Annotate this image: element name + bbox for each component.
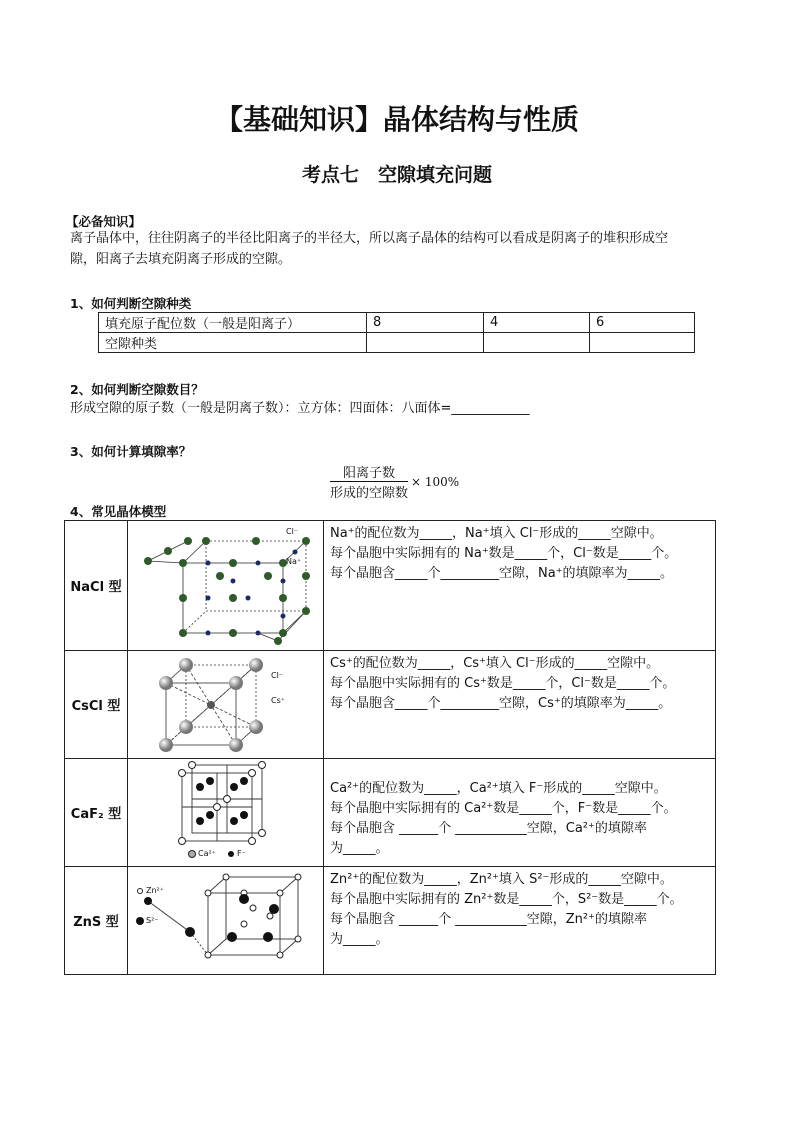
calcium-label: Ca²⁺ — [198, 849, 216, 858]
caf2-structure-figure — [128, 759, 324, 867]
nacl-questions — [324, 521, 716, 651]
table-row — [65, 651, 716, 759]
nacl-structure-figure — [128, 521, 324, 651]
chloride-label: Cl⁻ — [271, 671, 284, 680]
model-label: ZnS 型 — [65, 867, 128, 975]
table-row — [65, 759, 716, 867]
knowledge-line: 隙，阳离子去填充阴离子形成的空隙。 — [70, 252, 292, 267]
cesium-label: Cs⁺ — [271, 696, 285, 705]
table-row — [99, 333, 695, 353]
section3-heading: 3、如何计算填隙率？ — [70, 444, 192, 459]
model-label: CaF₂ 型 — [65, 759, 128, 867]
model-label: CsCl 型 — [65, 651, 128, 759]
question-line[interactable]: 每个晶胞含 ______个 ___________空隙，Zn²⁺的填隙率 — [330, 912, 647, 927]
table-row — [99, 313, 695, 333]
sulfide-label: S²⁻ — [146, 916, 159, 925]
knowledge-line: 离子晶体中，往往阴离子的半径比阳离子的半径大，所以离子晶体的结构可以看成是阴离子的堆积形成空 — [70, 231, 669, 246]
section2-heading: 2、如何判断空隙数目？ — [70, 382, 204, 397]
page-subtitle: 考点七 空隙填充问题 — [301, 164, 492, 186]
cscl-questions — [324, 651, 716, 759]
formula-multiplier: × 100% — [411, 474, 460, 489]
question-line[interactable]: 每个晶胞含_____个_________空隙，Cs⁺的填隙率为_____。 — [330, 696, 672, 711]
question-line[interactable]: Zn²⁺的配位数为_____，Zn²⁺填入 S²⁻形成的_____空隙中。 — [330, 872, 673, 887]
table-cell[interactable] — [367, 333, 484, 353]
table-cell: 6 — [590, 313, 695, 333]
chloride-label: Cl⁻ — [286, 527, 299, 536]
cscl-structure-figure — [128, 651, 324, 759]
question-line[interactable]: 每个晶胞含_____个_________空隙，Na⁺的填隙率为_____。 — [330, 566, 674, 581]
section1-heading: 1、如何判断空隙种类 — [70, 296, 192, 311]
knowledge-heading: 【必备知识】 — [66, 214, 142, 229]
question-line[interactable]: 为_____。 — [330, 841, 389, 856]
formula-denominator: 形成的空隙数 — [330, 486, 409, 501]
question-line[interactable]: Na⁺的配位数为_____，Na⁺填入 Cl⁻形成的_____空隙中。 — [330, 526, 663, 541]
caf2-questions — [324, 759, 716, 867]
cavity-type-table — [98, 312, 695, 353]
table-cell: 填充原子配位数（一般是阳离子） — [99, 313, 367, 333]
cscl-cell-diagram — [128, 651, 323, 754]
nacl-cell-diagram — [128, 521, 323, 646]
page-title: 【基础知识】晶体结构与性质 — [214, 103, 579, 136]
formula-numerator: 阳离子数 — [330, 462, 408, 482]
question-line[interactable]: Ca²⁺的配位数为_____，Ca²⁺填入 F⁻形成的_____空隙中。 — [330, 781, 667, 796]
section2-text — [70, 398, 529, 419]
zinc-label: Zn²⁺ — [146, 886, 164, 895]
table-cell: 8 — [367, 313, 484, 333]
fluoride-label: F⁻ — [237, 849, 246, 858]
table-cell[interactable] — [484, 333, 590, 353]
section4-heading: 4、常见晶体模型 — [70, 504, 167, 519]
fill-rate-formula — [330, 462, 459, 501]
sodium-label: Na⁺ — [286, 557, 302, 566]
question-line[interactable]: 每个晶胞中实际拥有的 Zn²⁺数是_____个，S²⁻数是_____个。 — [330, 892, 683, 907]
answer-blank[interactable]: ____________ — [451, 401, 530, 416]
question-line[interactable]: 每个晶胞中实际拥有的 Na⁺数是_____个，Cl⁻数是_____个。 — [330, 546, 678, 561]
question-line[interactable]: 每个晶胞中实际拥有的 Ca²⁺数是_____个，F⁻数是_____个。 — [330, 801, 677, 816]
crystal-model-table — [64, 520, 716, 975]
knowledge-text — [70, 228, 730, 270]
question-line[interactable]: 每个晶胞含 ______个 ___________空隙，Ca²⁺的填隙率 — [330, 821, 647, 836]
zns-structure-figure — [128, 867, 324, 975]
table-cell: 空隙种类 — [99, 333, 367, 353]
table-row — [65, 867, 716, 975]
model-label: NaCl 型 — [65, 521, 128, 651]
table-cell[interactable] — [590, 333, 695, 353]
table-cell: 4 — [484, 313, 590, 333]
section2-question: 形成空隙的原子数（一般是阴离子数）：立方体：四面体：八面体= — [70, 401, 452, 416]
question-line[interactable]: 为_____。 — [330, 932, 389, 947]
question-line[interactable]: Cs⁺的配位数为_____，Cs⁺填入 Cl⁻形成的_____空隙中。 — [330, 656, 660, 671]
zns-questions — [324, 867, 716, 975]
caf2-cell-diagram — [128, 759, 323, 862]
question-line[interactable]: 每个晶胞中实际拥有的 Cs⁺数是_____个，Cl⁻数是_____个。 — [330, 676, 676, 691]
table-row — [65, 521, 716, 651]
